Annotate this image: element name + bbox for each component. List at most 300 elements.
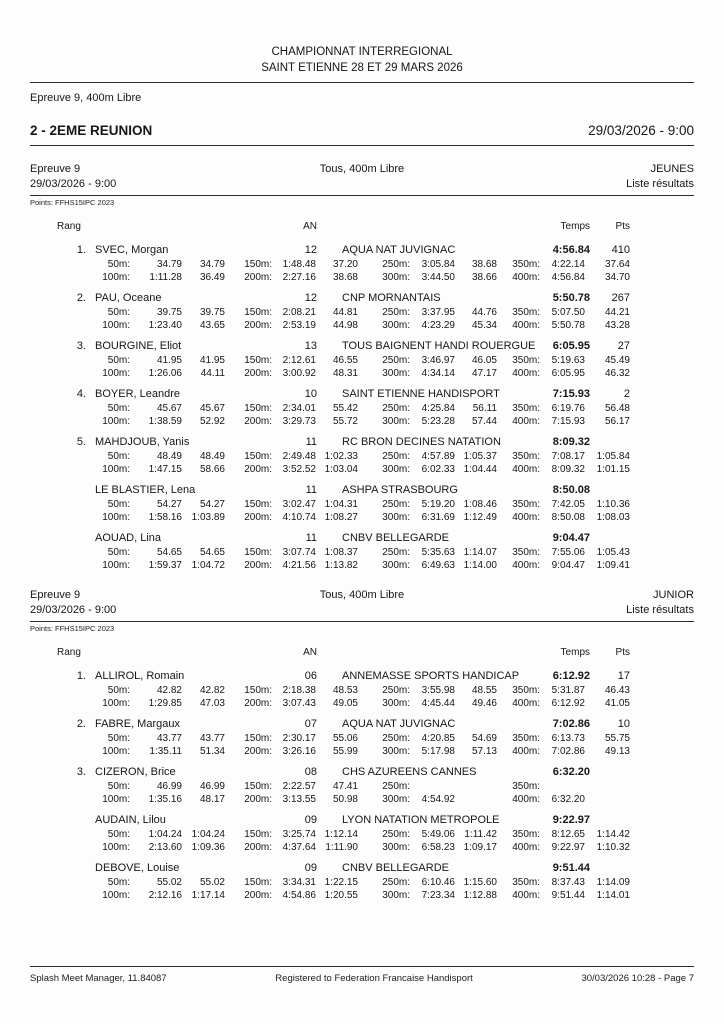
split-label: 350m: (512, 403, 540, 414)
split-lap: 38.68 (332, 272, 358, 283)
split-lap: 54.27 (199, 499, 225, 510)
swimmer-club: CNBV BELLEGARDE (342, 862, 449, 874)
swimmer-row (30, 717, 694, 732)
split-time: 3:25.74 (282, 829, 316, 840)
split-time: 2:27.16 (282, 272, 316, 283)
split-lap: 1:03.04 (324, 464, 358, 475)
split-lap: 1:11.90 (325, 842, 358, 853)
split-time: 46.99 (156, 781, 182, 792)
split-label: 100m: (102, 272, 130, 283)
header-divider (30, 82, 694, 83)
split-label: 50m: (107, 685, 130, 696)
split-time: 3:52.52 (282, 464, 316, 475)
swimmer-name: SVEC, Morgan (95, 244, 169, 256)
split-label: 250m: (382, 259, 410, 270)
split-lap: 1:09.17 (463, 842, 497, 853)
split-time: 6:02.33 (421, 464, 455, 475)
split-label: 250m: (382, 307, 410, 318)
split-label: 300m: (382, 416, 410, 427)
split-lap: 57.13 (471, 746, 497, 757)
swimmer-points (590, 765, 630, 780)
split-label: 150m: (244, 307, 272, 318)
split-lap: 57.44 (471, 416, 497, 427)
footer-registration: Registered to Federation Francaise Handisport (275, 973, 473, 984)
splits-row-1 (30, 498, 694, 511)
split-label: 150m: (244, 355, 272, 366)
split-label: 150m: (244, 829, 272, 840)
swimmer-an: 09 (304, 814, 317, 826)
result-entry (30, 291, 694, 332)
split-time: 39.75 (156, 307, 182, 318)
column-rank: Rang (57, 647, 81, 658)
swimmer-rank: 3. (76, 766, 86, 778)
split-label: 250m: (382, 829, 410, 840)
split-label: 50m: (107, 781, 130, 792)
splits-row-2 (30, 319, 694, 332)
split-lap: 1:14.00 (463, 560, 497, 571)
event-section (30, 162, 694, 572)
split-lap: 48.53 (332, 685, 358, 696)
swimmer-rank (30, 861, 86, 876)
split-label: 350m: (512, 499, 540, 510)
swimmer-an: 11 (305, 484, 317, 496)
split-time: 8:09.32 (551, 464, 585, 475)
split-label: 250m: (382, 733, 410, 744)
split-lap: 1:17.14 (191, 890, 225, 901)
swimmer-rank: 5. (76, 436, 86, 448)
splits-row-2 (30, 367, 694, 380)
swimmer-points (590, 813, 630, 828)
split-label: 400m: (512, 560, 540, 571)
swimmer-rank: 2. (76, 718, 86, 730)
split-lap: 1:10.32 (596, 842, 630, 853)
split-lap: 1:04.31 (324, 499, 358, 510)
split-lap (455, 780, 497, 793)
swimmer-name: CIZERON, Brice (95, 766, 176, 778)
points-note: Points: FFHS15IPC 2023 (30, 198, 115, 207)
split-label: 400m: (512, 842, 540, 853)
swimmer-final-time: 4:56.84 (552, 244, 590, 256)
split-label: 300m: (382, 842, 410, 853)
split-label: 100m: (102, 320, 130, 331)
entries (30, 243, 694, 572)
swimmer-final-time: 7:15.93 (552, 388, 590, 400)
split-lap: 44.98 (332, 320, 358, 331)
swimmer-row (30, 387, 694, 402)
split-time: 1:35.16 (148, 794, 182, 805)
split-label: 300m: (382, 368, 410, 379)
session-title: 2 - 2EME REUNION (30, 123, 153, 138)
split-lap: 58.66 (199, 464, 225, 475)
split-time: 1:11.28 (149, 272, 182, 283)
split-lap: 51.34 (199, 746, 225, 757)
swimmer-rank: 4. (76, 388, 86, 400)
split-time: 54.65 (156, 547, 182, 558)
splits-row-2 (30, 745, 694, 758)
split-time: 6:58.23 (421, 842, 455, 853)
split-lap: 45.49 (604, 355, 630, 366)
split-time: 2:22.57 (282, 781, 316, 792)
swimmer-final-time: 9:51.44 (552, 862, 590, 874)
sections-container (30, 162, 694, 902)
split-label: 250m: (382, 547, 410, 558)
result-entry (30, 861, 694, 902)
split-label: 200m: (244, 368, 272, 379)
split-time: 6:31.69 (421, 512, 455, 523)
split-lap: 55.75 (604, 733, 630, 744)
split-lap: 47.41 (332, 781, 358, 792)
split-lap: 48.49 (199, 451, 225, 462)
swimmer-final-time: 9:04.47 (552, 532, 590, 544)
result-entry (30, 717, 694, 758)
split-time: 5:35.63 (421, 547, 455, 558)
splits-row-2 (30, 841, 694, 854)
split-time: 4:21.56 (282, 560, 316, 571)
split-time: 6:10.46 (421, 877, 455, 888)
split-time: 2:53.19 (282, 320, 316, 331)
split-lap: 37.64 (604, 259, 630, 270)
swimmer-club: RC BRON DECINES NATATION (342, 436, 501, 448)
split-lap: 1:22.15 (324, 877, 358, 888)
section-divider (30, 621, 694, 622)
swimmer-club: AQUA NAT JUVIGNAC (342, 244, 456, 256)
split-label: 50m: (107, 451, 130, 462)
swimmer-name: BOURGINE, Eliot (95, 340, 182, 352)
split-label: 400m: (512, 512, 540, 523)
split-lap: 49.46 (471, 698, 497, 709)
swimmer-rank: 2. (76, 292, 86, 304)
meet-title: CHAMPIONNAT INTERREGIONAL (271, 46, 453, 58)
split-lap: 56.48 (604, 403, 630, 414)
swimmer-an: 07 (304, 718, 317, 730)
splits-row-1 (30, 780, 694, 793)
split-lap: 56.11 (472, 403, 497, 414)
split-time: 3:46.97 (421, 355, 455, 366)
split-time: 9:04.47 (551, 560, 585, 571)
splits-row-2 (30, 511, 694, 524)
split-lap: 46.05 (471, 355, 497, 366)
split-time: 3:00.92 (282, 368, 316, 379)
split-label: 350m: (512, 829, 540, 840)
swimmer-name: AOUAD, Lina (95, 532, 162, 544)
split-lap: 44.76 (471, 307, 497, 318)
split-time: 4:54.92 (421, 794, 455, 805)
split-lap (585, 780, 630, 793)
split-label: 300m: (382, 272, 410, 283)
swimmer-final-time: 8:50.08 (552, 484, 590, 496)
column-header-row (30, 220, 694, 234)
split-time: 41.95 (156, 355, 182, 366)
swimmer-row (30, 669, 694, 684)
split-time: 3:26.16 (282, 746, 316, 757)
split-lap: 45.67 (199, 403, 225, 414)
swimmer-club: CNBV BELLEGARDE (342, 532, 449, 544)
swimmer-name: ALLIROL, Romain (95, 670, 185, 682)
split-label: 200m: (244, 842, 272, 853)
result-entry (30, 339, 694, 380)
split-label: 400m: (512, 416, 540, 427)
splits-row-1 (30, 354, 694, 367)
split-label: 50m: (107, 733, 130, 744)
column-pts: Pts (615, 647, 630, 658)
split-lap: 47.03 (199, 698, 225, 709)
split-label: 300m: (382, 890, 410, 901)
swimmer-row (30, 861, 694, 876)
split-lap: 1:01.15 (596, 464, 630, 475)
split-time: 5:31.87 (551, 685, 585, 696)
split-time: 7:23.34 (421, 890, 455, 901)
swimmer-points: 2 (623, 388, 630, 400)
swimmer-final-time: 7:02.86 (552, 718, 590, 730)
split-time: 4:57.89 (421, 451, 455, 462)
split-lap: 37.20 (332, 259, 358, 270)
split-label: 350m: (512, 307, 540, 318)
split-time: 1:04.24 (148, 829, 182, 840)
swimmer-an: 12 (304, 292, 317, 304)
split-time: 55.02 (156, 877, 182, 888)
swimmer-club: AQUA NAT JUVIGNAC (342, 718, 456, 730)
split-label: 50m: (107, 403, 130, 414)
split-time: 3:34.31 (282, 877, 316, 888)
split-lap: 50.98 (332, 794, 358, 805)
swimmer-row (30, 291, 694, 306)
splits-row-1 (30, 546, 694, 559)
split-lap: 43.65 (199, 320, 225, 331)
swimmer-points: 10 (617, 718, 630, 730)
split-lap: 43.77 (199, 733, 225, 744)
split-lap: 1:12.88 (463, 890, 497, 901)
split-label: 400m: (512, 320, 540, 331)
split-label: 150m: (244, 733, 272, 744)
column-header-row (30, 646, 694, 660)
split-lap: 1:08.03 (596, 512, 630, 523)
split-time: 2:12.16 (148, 890, 182, 901)
swimmer-rank (30, 813, 86, 828)
split-lap: 39.75 (199, 307, 225, 318)
split-time: 3:37.95 (421, 307, 455, 318)
split-time: 2:49.48 (282, 451, 316, 462)
split-lap: 1:09.36 (191, 842, 225, 853)
split-lap: 1:04.72 (191, 560, 225, 571)
split-label: 350m: (512, 547, 540, 558)
split-time: 4:23.29 (421, 320, 455, 331)
splits-row-1 (30, 402, 694, 415)
split-label: 300m: (382, 320, 410, 331)
split-time: 4:37.64 (282, 842, 316, 853)
split-lap: 54.65 (199, 547, 225, 558)
section-datetime: 29/03/2026 - 9:00 (30, 178, 117, 190)
split-time: 48.49 (156, 451, 182, 462)
swimmer-name: MAHDJOUB, Yanis (95, 436, 190, 448)
split-label: 400m: (512, 698, 540, 709)
split-label: 200m: (244, 794, 272, 805)
split-lap: 1:14.42 (596, 829, 630, 840)
split-label: 250m: (382, 403, 410, 414)
split-time: 1:29.85 (148, 698, 182, 709)
section-datetime: 29/03/2026 - 9:00 (30, 604, 117, 616)
split-label: 400m: (512, 368, 540, 379)
split-label: 400m: (512, 794, 540, 805)
split-lap: 46.32 (604, 368, 630, 379)
split-label: 200m: (244, 320, 272, 331)
split-time: 1:47.15 (148, 464, 182, 475)
split-label: 100m: (102, 560, 130, 571)
swimmer-an: 10 (304, 388, 317, 400)
split-label: 250m: (382, 685, 410, 696)
split-time: 6:05.95 (551, 368, 585, 379)
split-lap: 55.02 (199, 877, 225, 888)
split-time: 1:38.59 (148, 416, 182, 427)
split-time: 8:37.43 (551, 877, 585, 888)
swimmer-row (30, 531, 694, 546)
split-label: 200m: (244, 464, 272, 475)
split-lap: 1:02.33 (324, 451, 358, 462)
split-lap: 1:14.07 (463, 547, 497, 558)
result-entry (30, 243, 694, 284)
split-lap: 55.99 (332, 746, 358, 757)
split-time: 6:12.92 (551, 698, 585, 709)
split-time: 9:22.97 (551, 842, 585, 853)
result-entry (30, 765, 694, 806)
document-header (30, 44, 694, 76)
split-label: 400m: (512, 464, 540, 475)
split-lap (455, 793, 497, 806)
split-time: 3:07.74 (282, 547, 316, 558)
split-time: 4:10.74 (282, 512, 316, 523)
split-time: 5:23.28 (421, 416, 455, 427)
split-label: 400m: (512, 272, 540, 283)
split-label: 300m: (382, 464, 410, 475)
split-lap: 1:11.42 (464, 829, 497, 840)
splits-row-1 (30, 258, 694, 271)
split-time: 45.67 (156, 403, 182, 414)
split-label: 150m: (244, 547, 272, 558)
split-time: 7:15.93 (551, 416, 585, 427)
split-time: 5:50.78 (551, 320, 585, 331)
split-time: 3:55.98 (421, 685, 455, 696)
split-time: 6:19.76 (551, 403, 585, 414)
column-an: AN (303, 647, 317, 658)
split-label: 250m: (382, 355, 410, 366)
split-time: 4:56.84 (551, 272, 585, 283)
result-entry (30, 483, 694, 524)
splits-row-1 (30, 732, 694, 745)
split-lap: 1:08.37 (324, 547, 358, 558)
split-time: 8:12.65 (551, 829, 585, 840)
split-label: 350m: (512, 259, 540, 270)
swimmer-an: 06 (304, 670, 317, 682)
split-lap: 45.34 (471, 320, 497, 331)
split-time: 3:44.50 (421, 272, 455, 283)
split-lap: 1:08.46 (463, 499, 497, 510)
swimmer-row (30, 765, 694, 780)
swimmer-name: AUDAIN, Lilou (95, 814, 166, 826)
split-label: 50m: (107, 499, 130, 510)
swimmer-an: 11 (305, 532, 317, 544)
swimmer-rank (30, 483, 86, 498)
split-lap: 38.66 (471, 272, 497, 283)
split-label: 250m: (382, 781, 410, 792)
swimmer-club: ASHPA STRASBOURG (342, 484, 458, 496)
split-lap: 47.17 (471, 368, 497, 379)
split-lap: 46.99 (199, 781, 225, 792)
split-time: 4:45.44 (421, 698, 455, 709)
swimmer-club: LYON NATATION METROPOLE (342, 814, 500, 826)
split-lap: 1:04.44 (463, 464, 497, 475)
split-label: 350m: (512, 733, 540, 744)
split-time: 3:05.84 (421, 259, 455, 270)
swimmer-points (590, 861, 630, 876)
split-time: 7:02.86 (551, 746, 585, 757)
meet-subtitle: SAINT ETIENNE 28 ET 29 MARS 2026 (261, 62, 463, 74)
split-label: 150m: (244, 781, 272, 792)
swimmer-final-time: 6:12.92 (552, 670, 590, 682)
swimmer-rank (30, 531, 86, 546)
swimmer-rank: 1. (76, 244, 86, 256)
split-label: 50m: (107, 547, 130, 558)
split-label: 200m: (244, 416, 272, 427)
section-event: Epreuve 9 (30, 589, 81, 601)
split-time: 5:07.50 (551, 307, 585, 318)
swimmer-club: CNP MORNANTAIS (342, 292, 441, 304)
split-time: 1:59.37 (148, 560, 182, 571)
swimmer-points: 27 (617, 340, 630, 352)
split-lap: 1:12.14 (324, 829, 358, 840)
swimmer-final-time: 6:32.20 (552, 766, 590, 778)
split-label: 50m: (107, 355, 130, 366)
swimmer-an: 12 (304, 244, 317, 256)
splits-row-1 (30, 876, 694, 889)
split-lap: 1:08.27 (324, 512, 358, 523)
section-event-detail: Tous, 400m Libre (319, 589, 405, 601)
section-list-type: Liste résultats (626, 178, 694, 190)
event-section (30, 588, 694, 902)
split-lap: 1:14.01 (596, 890, 630, 901)
split-lap: 48.17 (199, 794, 225, 805)
split-label: 250m: (382, 451, 410, 462)
swimmer-rank: 3. (76, 340, 86, 352)
split-time: 34.79 (156, 259, 182, 270)
split-label: 300m: (382, 746, 410, 757)
split-time: 5:19.63 (551, 355, 585, 366)
swimmer-club: ANNEMASSE SPORTS HANDICAP (342, 670, 520, 682)
splits-row-2 (30, 793, 694, 806)
session-row (30, 122, 694, 139)
splits-row-2 (30, 415, 694, 428)
split-time: 3:13.55 (282, 794, 316, 805)
split-lap: 48.55 (471, 685, 497, 696)
entries (30, 669, 694, 902)
swimmer-row (30, 339, 694, 354)
split-lap: 55.06 (332, 733, 358, 744)
split-time: 3:02.47 (282, 499, 316, 510)
split-time: 4:25.84 (421, 403, 455, 414)
split-time: 5:19.20 (421, 499, 455, 510)
split-label: 200m: (244, 698, 272, 709)
split-lap: 36.49 (199, 272, 225, 283)
split-label: 150m: (244, 499, 272, 510)
column-pts: Pts (615, 221, 630, 232)
split-lap: 1:20.55 (324, 890, 358, 901)
split-label: 350m: (512, 451, 540, 462)
split-time: 43.77 (156, 733, 182, 744)
split-time: 3:29.73 (282, 416, 316, 427)
split-time: 4:22.14 (551, 259, 585, 270)
split-lap: 48.31 (332, 368, 358, 379)
swimmer-final-time: 5:50.78 (552, 292, 590, 304)
session-datetime: 29/03/2026 - 9:00 (588, 123, 694, 138)
column-an: AN (303, 221, 317, 232)
